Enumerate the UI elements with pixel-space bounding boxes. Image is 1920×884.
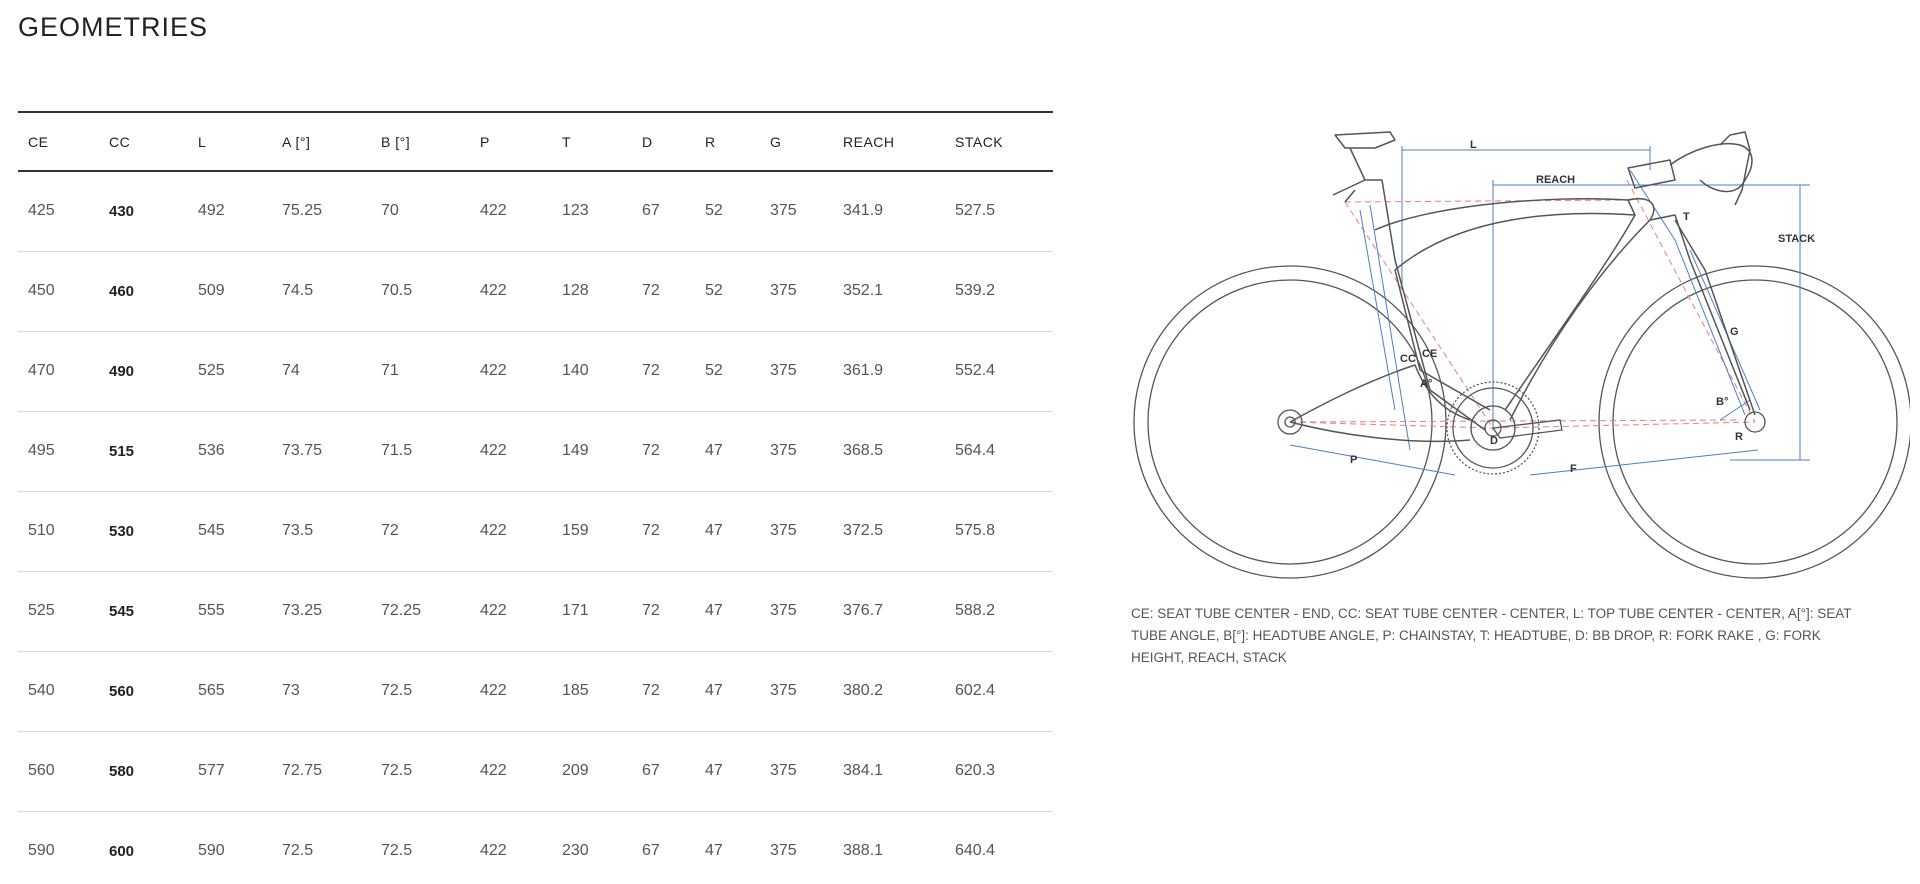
table-cell: 375	[770, 842, 797, 860]
table-cell: 375	[770, 682, 797, 699]
label-R: R	[1735, 431, 1743, 443]
table-cell: 422	[480, 842, 507, 860]
table-cell: 72.75	[282, 762, 323, 779]
table-cell: 375	[770, 442, 797, 459]
table-cell: 545	[109, 602, 135, 620]
table-row	[18, 331, 1053, 411]
table-cell: 73.25	[282, 602, 323, 619]
table-row	[18, 491, 1053, 571]
table-header	[18, 112, 1053, 171]
table-cell: 368.5	[843, 442, 884, 459]
table-cell: 530	[109, 522, 135, 540]
table-cell: 450	[28, 282, 55, 299]
table-cell: 72	[642, 442, 660, 459]
table-cell: 620.3	[955, 762, 996, 779]
table-cell: 52	[705, 362, 723, 379]
table-cell: 575.8	[955, 522, 996, 539]
table-cell: 422	[480, 602, 507, 619]
table-cell: 67	[642, 202, 660, 220]
table-cell: 361.9	[843, 362, 884, 379]
bike-geometry-diagram	[1130, 110, 1910, 590]
label-P: P	[1350, 454, 1358, 466]
table-cell: 422	[480, 362, 507, 379]
label-D: D	[1490, 435, 1498, 447]
table-cell: 375	[770, 282, 797, 299]
table-cell: 602.4	[955, 682, 996, 699]
table-cell: 422	[480, 442, 507, 459]
table-cell: 72	[642, 682, 660, 699]
table-cell: 230	[562, 842, 589, 860]
label-A: A°	[1420, 378, 1433, 390]
table-cell: 492	[198, 202, 225, 220]
table-cell: 341.9	[843, 202, 884, 220]
table-cell: 75.25	[282, 202, 323, 220]
column-header: L	[198, 133, 207, 150]
column-header: D	[642, 133, 653, 150]
table-cell: 72.5	[381, 842, 413, 860]
table-cell: 376.7	[843, 602, 884, 619]
table-cell: 67	[642, 762, 660, 779]
table-cell: 560	[109, 682, 135, 700]
table-cell: 640.4	[955, 842, 996, 860]
column-header: B [°]	[381, 133, 411, 150]
table-cell: 555	[198, 602, 225, 619]
table-cell: 422	[480, 682, 507, 699]
table-cell: 123	[562, 202, 589, 220]
label-L: L	[1470, 139, 1477, 151]
table-row	[18, 251, 1053, 331]
table-cell: 375	[770, 522, 797, 539]
table-cell: 47	[705, 762, 723, 779]
table-row	[18, 731, 1053, 811]
table-row	[18, 411, 1053, 491]
table-cell: 72.5	[381, 762, 413, 779]
column-header: P	[480, 133, 490, 150]
table-cell: 47	[705, 682, 723, 699]
table-cell: 72	[642, 522, 660, 539]
table-cell: 47	[705, 522, 723, 539]
column-header: A [°]	[282, 133, 311, 150]
table-header-row	[18, 112, 1053, 171]
table-cell: 545	[198, 522, 225, 539]
table-cell: 67	[642, 842, 660, 860]
table-cell: 72	[642, 602, 660, 619]
table-cell: 588.2	[955, 602, 996, 619]
table-cell: 525	[198, 362, 225, 379]
table-cell: 159	[562, 522, 589, 539]
table-cell: 375	[770, 202, 797, 220]
table-cell: 590	[198, 842, 225, 860]
page-title: GEOMETRIES	[18, 12, 209, 42]
table-cell: 600	[109, 842, 135, 860]
table-cell: 73.5	[282, 522, 314, 539]
table-cell: 422	[480, 202, 507, 220]
table-cell: 527.5	[955, 202, 996, 220]
column-header: STACK	[955, 133, 1004, 150]
table-cell: 564.4	[955, 442, 996, 459]
table-cell: 536	[198, 442, 225, 459]
table-cell: 560	[28, 762, 55, 779]
table-cell: 580	[109, 762, 135, 780]
table-cell: 149	[562, 442, 589, 459]
table-cell: 509	[198, 282, 225, 299]
table-cell: 430	[109, 202, 135, 220]
table-cell: 380.2	[843, 682, 884, 699]
table-cell: 47	[705, 842, 723, 860]
table-cell: 140	[562, 362, 589, 379]
label-F: F	[1570, 463, 1577, 475]
table-cell: 52	[705, 282, 723, 299]
table-row	[18, 651, 1053, 731]
label-G: G	[1730, 326, 1739, 338]
table-cell: 72.25	[381, 602, 422, 619]
table-cell: 47	[705, 442, 723, 459]
column-header: CE	[28, 133, 49, 150]
table-cell: 185	[562, 682, 589, 699]
table-cell: 422	[480, 282, 507, 299]
table-cell: 72	[381, 522, 399, 539]
table-cell: 74	[282, 362, 300, 379]
table-cell: 515	[109, 442, 135, 460]
table-cell: 422	[480, 522, 507, 539]
bike-diagram-svg	[1130, 110, 1910, 590]
table-cell: 577	[198, 762, 225, 779]
table-cell: 539.2	[955, 282, 996, 299]
table-cell: 71.5	[381, 442, 413, 459]
table-cell: 565	[198, 682, 225, 699]
table-cell: 72	[642, 362, 660, 379]
table-cell: 552.4	[955, 362, 996, 379]
table-body	[18, 171, 1053, 884]
table-cell: 171	[562, 602, 589, 619]
table-row	[18, 811, 1053, 884]
label-STACK: STACK	[1778, 233, 1816, 245]
table-cell: 209	[562, 762, 589, 779]
table-cell: 510	[28, 522, 55, 539]
table-cell: 74.5	[282, 282, 314, 299]
table-cell: 70.5	[381, 282, 413, 299]
table-cell: 460	[109, 282, 135, 300]
table-cell: 73.75	[282, 442, 323, 459]
table-cell: 72.5	[381, 682, 413, 699]
table-row	[18, 571, 1053, 651]
table-cell: 70	[381, 202, 399, 220]
column-header: T	[562, 133, 572, 150]
label-CE: CE	[1422, 348, 1438, 360]
table-cell: 71	[381, 362, 399, 379]
table-cell: 375	[770, 602, 797, 619]
table-cell: 352.1	[843, 282, 884, 299]
table-cell: 495	[28, 442, 55, 459]
table-cell: 72	[642, 282, 660, 299]
table-cell: 540	[28, 682, 55, 699]
label-T: T	[1683, 211, 1690, 223]
column-header: REACH	[843, 133, 895, 150]
geometry-table	[18, 111, 1053, 884]
table-cell: 425	[28, 202, 55, 220]
table-cell: 470	[28, 362, 55, 379]
table-cell: 73	[282, 682, 300, 699]
label-CC: CC	[1400, 353, 1416, 365]
table-cell: 422	[480, 762, 507, 779]
diagram-caption: CE: SEAT TUBE CENTER - END, CC: SEAT TUBE CENTER - CENTER, L: TOP TUBE CENTER - CENTER, A[°]: SEAT TUBE ANGLE, B[°]: HEADTUBE ANGLE, P: CHAINSTAY, T: HEADTUBE, D: BB DROP, R: FORK RAKE , G: FORK HEIGHT, REACH, STACK	[1131, 606, 1852, 665]
label-REACH: REACH	[1536, 174, 1576, 186]
column-header: R	[705, 133, 716, 150]
table-cell: 52	[705, 202, 723, 220]
table-cell: 388.1	[843, 842, 884, 860]
table-cell: 128	[562, 282, 589, 299]
bike-frame	[1290, 132, 1755, 441]
table-cell: 590	[28, 842, 55, 860]
table-cell: 525	[28, 602, 55, 619]
dimension-lines	[1290, 146, 1810, 475]
column-header: G	[770, 133, 782, 150]
table-cell: 372.5	[843, 522, 884, 539]
label-B: B°	[1716, 396, 1729, 408]
column-header: CC	[109, 133, 131, 150]
table-cell: 47	[705, 602, 723, 619]
table-cell: 72.5	[282, 842, 314, 860]
table-cell: 490	[109, 362, 135, 380]
table-cell: 375	[770, 362, 797, 379]
table-row	[18, 171, 1053, 251]
table-cell: 384.1	[843, 762, 884, 779]
table-cell: 375	[770, 762, 797, 779]
